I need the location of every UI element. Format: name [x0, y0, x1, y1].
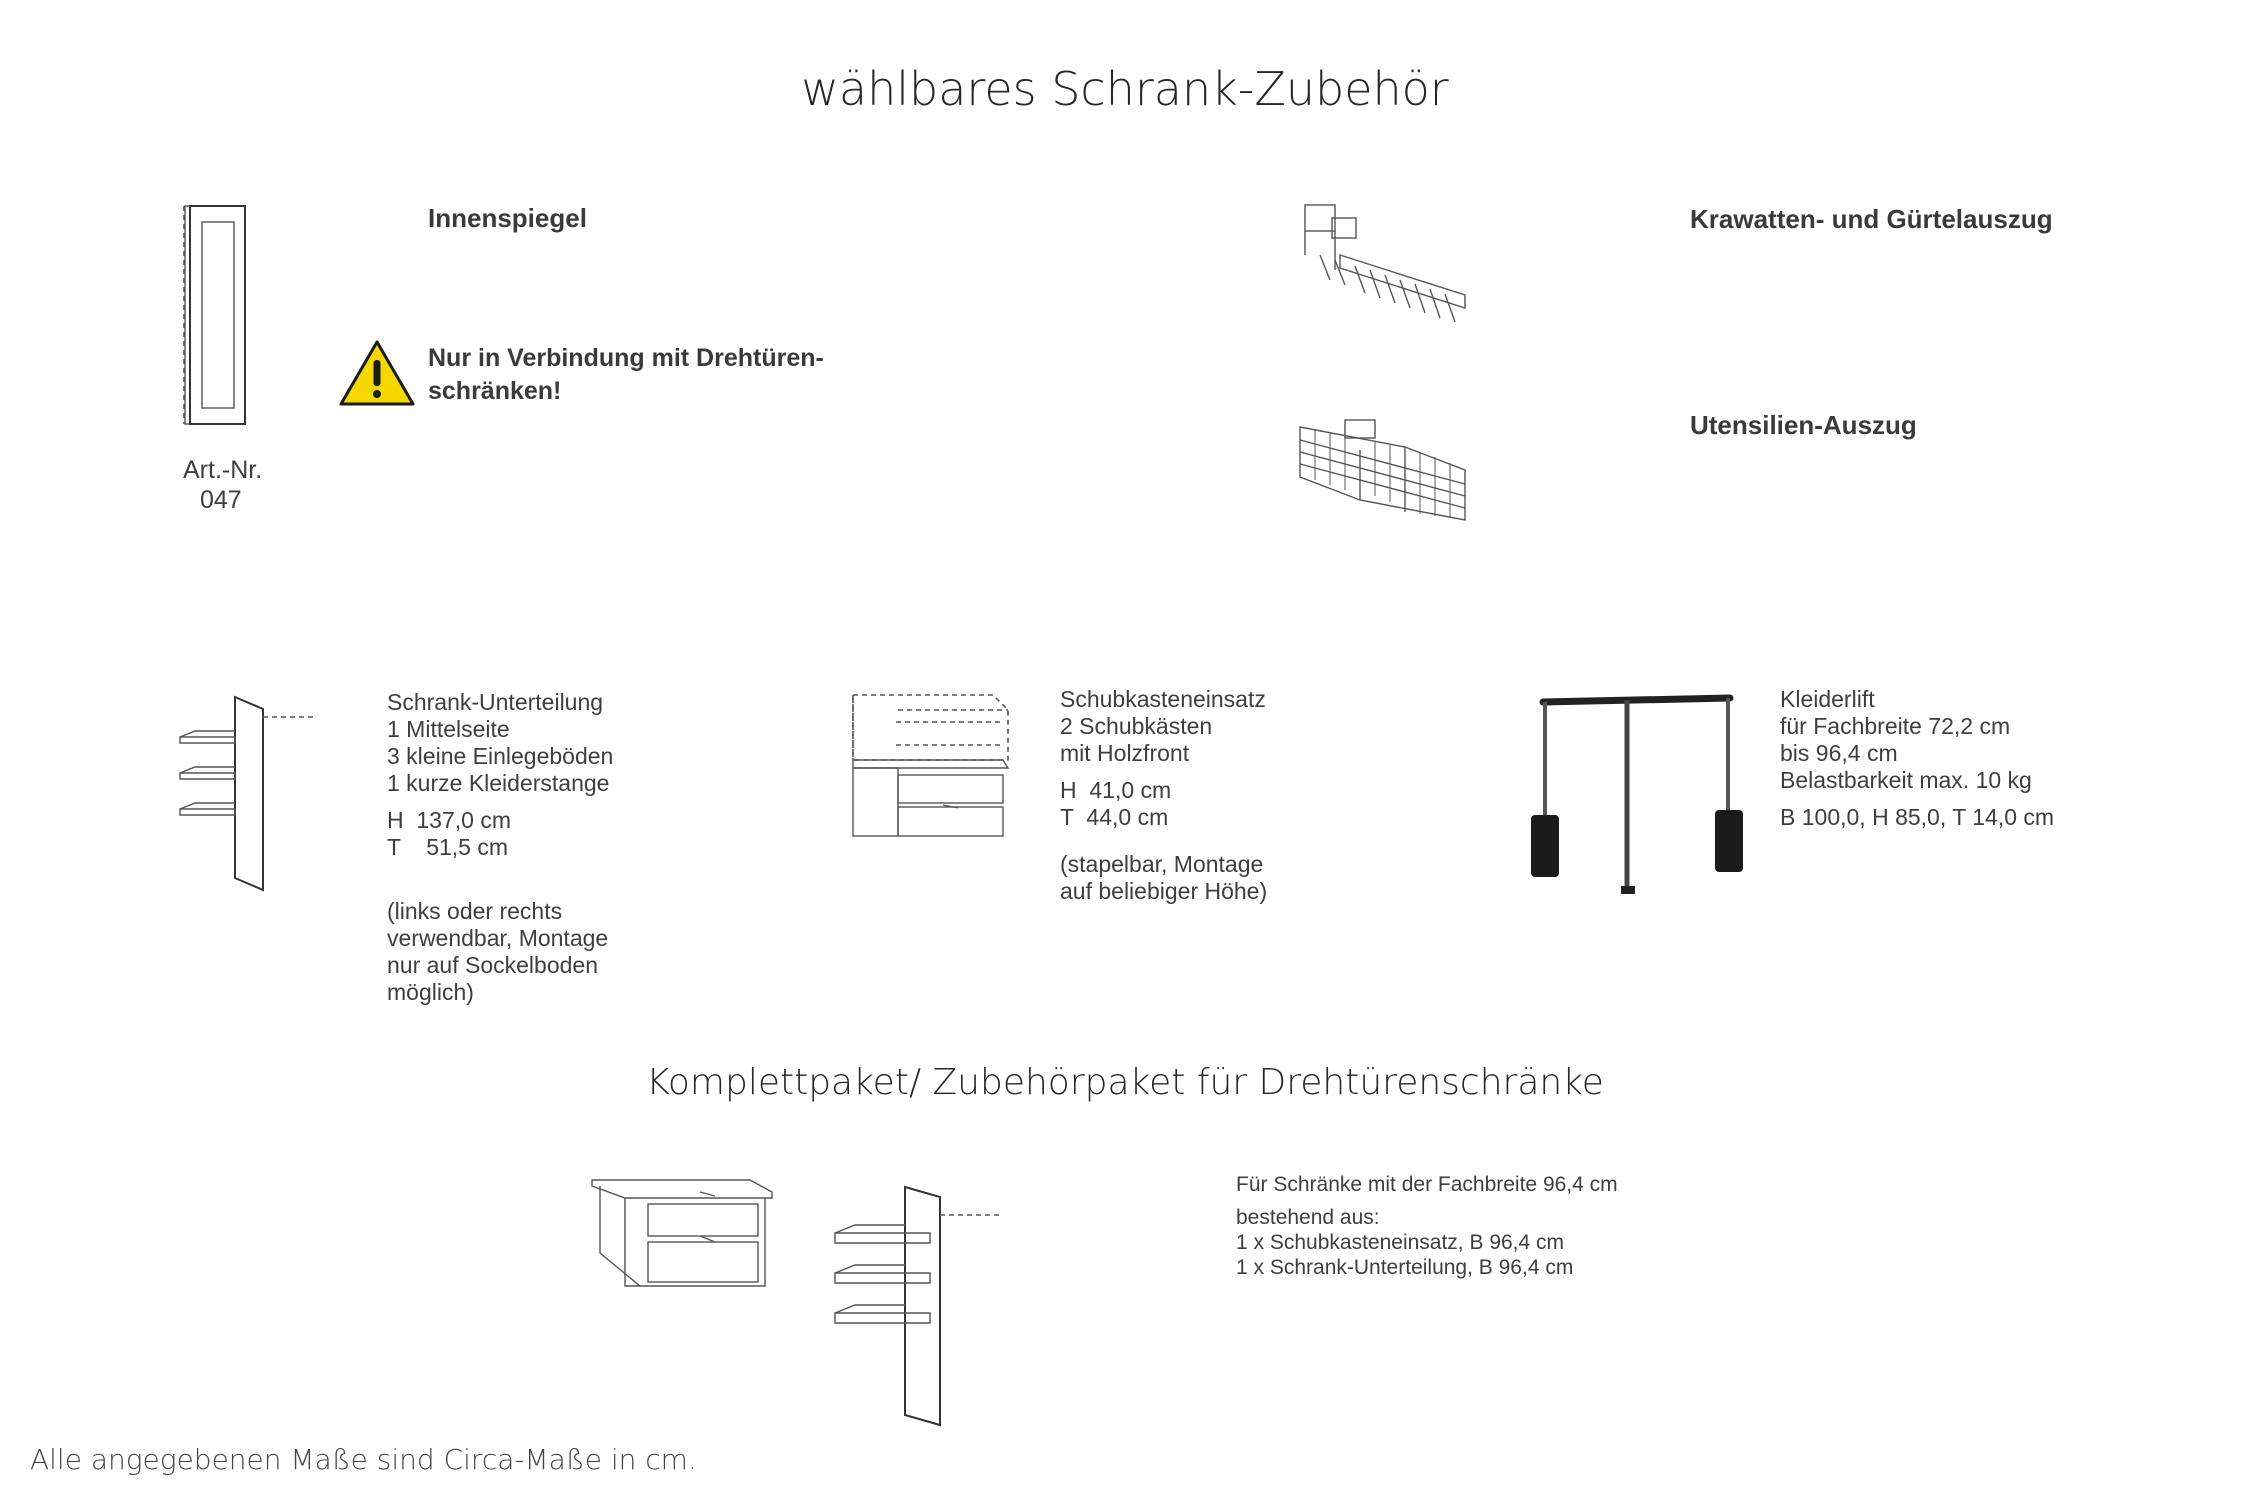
- cabinet-divider-illustration: [175, 695, 325, 895]
- package-title: Komplettpaket/ Zubehörpaket für Drehtürenschränke: [646, 1062, 1604, 1103]
- package-divider-illustration: [830, 1185, 1010, 1425]
- mirror-illustration: [180, 200, 260, 430]
- clothes-lift-description: Kleiderlift für Fachbreite 72,2 cm bis 96,4 cm Belastbarkeit max. 10 kg B 100,0, H 85,0, T 14,0 cm: [1780, 686, 2055, 830]
- warning-icon: [338, 338, 416, 408]
- mirror-warning: Nur in Verbindung mit Drehtüren- schränken!: [428, 344, 824, 405]
- tie-belt-name: Krawatten- und Gürtelauszug: [1690, 204, 2053, 234]
- clothes-lift-illustration: [1525, 690, 1750, 900]
- mirror-article: Art.-Nr. 047: [183, 456, 263, 514]
- divider-description: Schrank-Unterteilung 1 Mittelseite 3 kleine Einlegeböden 1 kurze Kleiderstange H 137,0 cm T 51,5 cm (links oder rechts verwendbar, Montage nur auf Sockelboden möglich): [387, 689, 614, 1005]
- package-description: Für Schränke mit der Fachbreite 96,4 cm bestehend aus: 1 x Schubkasteneinsatz, B 96,4 cm 1 x Schrank-Unterteilung, B 96,4 cm: [1236, 1173, 1618, 1279]
- page-title: wählbares Schrank-Zubehör: [801, 62, 1449, 116]
- utensils-name: Utensilien-Auszug: [1690, 410, 1917, 440]
- utensil-basket-illustration: [1295, 412, 1475, 542]
- mirror-name: Innenspiegel: [428, 203, 587, 233]
- package-drawer-illustration: [590, 1178, 775, 1293]
- footer-note: Alle angegebenen Maße sind Circa-Maße in cm.: [30, 1443, 697, 1476]
- drawer-insert-illustration: [848, 690, 1018, 840]
- tie-belt-rack-illustration: [1300, 200, 1480, 330]
- drawer-insert-description: Schubkasteneinsatz 2 Schubkästen mit Holzfront H 41,0 cm T 44,0 cm (stapelbar, Montage auf beliebiger Höhe): [1060, 686, 1268, 904]
